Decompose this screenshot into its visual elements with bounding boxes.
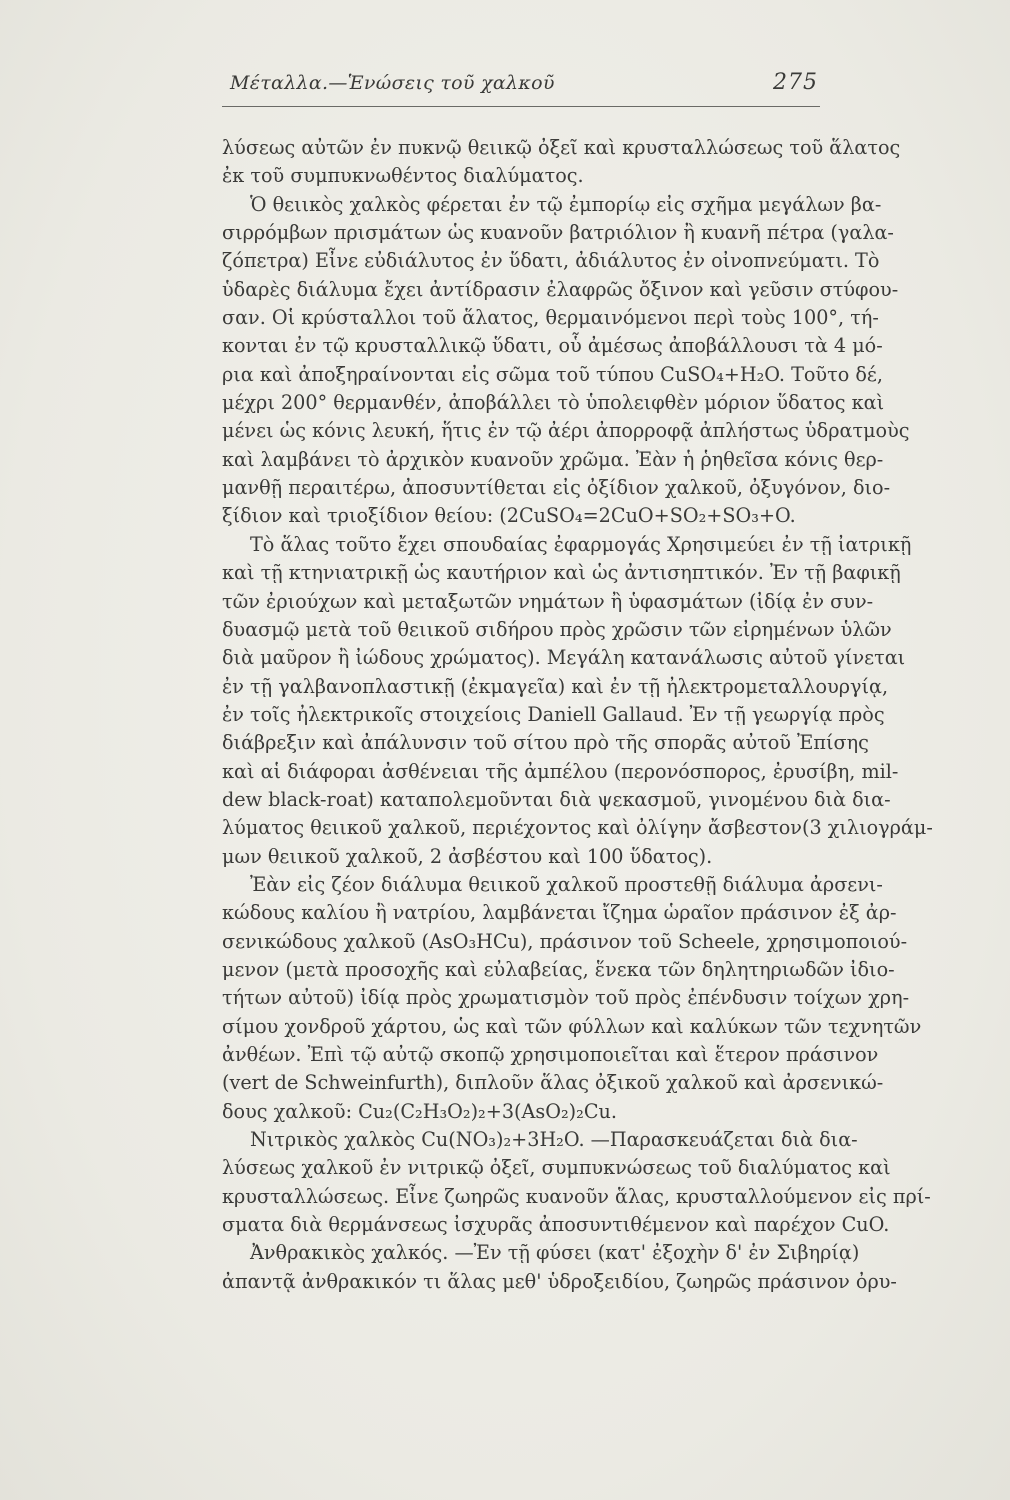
- text-line: λύσεως χαλκοῦ ἐν νιτρικῷ ὀξεῖ, συμπυκνώσεως τοῦ διαλύματος καὶ: [222, 1156, 891, 1180]
- text-line: σίμου χονδροῦ χάρτου, ὡς καὶ τῶν φύλλων καὶ καλύκων τῶν τεχνητῶν: [222, 1014, 922, 1038]
- text-line: δους χαλκοῦ: Cu₂(C₂H₃O₂)₂+3(AsO₂)₂Cu.: [222, 1099, 617, 1123]
- text-line: (vert de Schweinfurth), διπλοῦν ἅλας ὀξικοῦ χαλκοῦ καὶ ἀρσενικώ-: [222, 1071, 884, 1095]
- text-line: τῶν ἐριούχων καὶ μεταξωτῶν νημάτων ἢ ὑφασμάτων (ἰδίᾳ ἐν συν-: [222, 589, 874, 613]
- text-line: καὶ λαμβάνει τὸ ἀρχικὸν κυανοῦν χρῶμα. Ἐὰν ἡ ῥηθεῖσα κόνις θερ-: [222, 447, 884, 471]
- text-line: μανθῇ περαιτέρω, ἀποσυντίθεται εἰς ὀξίδιον χαλκοῦ, ὀξυγόνον, διο-: [222, 476, 891, 500]
- text-line: ἐν τῇ γαλβανοπλαστικῇ (ἐκμαγεῖα) καὶ ἐν τῇ ἠλεκτρομεταλλουργίᾳ,: [222, 674, 889, 698]
- text-line: ὑδαρὲς διάλυμα ἔχει ἀντίδρασιν ἐλαφρῶς ὄξινον καὶ γεῦσιν στύφου-: [222, 277, 899, 301]
- text-line: Ὁ θειικὸς χαλκὸς φέρεται ἐν τῷ ἐμπορίῳ εἰς σχῆμα μεγάλων βα-: [250, 192, 882, 216]
- text-line: λύματος θειικοῦ χαλκοῦ, περιέχοντος καὶ ὀλίγην ἄσβεστον(3 χιλιογράμ-: [222, 816, 933, 840]
- text-line: κονται ἐν τῷ κρυσταλλικῷ ὕδατι, οὗ ἀμέσως ἀποβάλλουσι τὰ 4 μό-: [222, 334, 883, 358]
- text-line: δυασμῷ μετὰ τοῦ θειικοῦ σιδήρου πρὸς χρῶσιν τῶν εἰρημένων ὑλῶν: [222, 617, 892, 641]
- text-line: κώδους καλίου ἢ νατρίου, λαμβάνεται ἴζημα ὡραῖον πράσινον ἐξ ἀρ-: [222, 901, 897, 925]
- text-line: Ἀνθρακικὸς χαλκός. —Ἐν τῇ φύσει (κατ' ἐξοχὴν δ' ἐν Σιβηρίᾳ): [250, 1241, 860, 1265]
- text-line: σαν. Οἱ κρύσταλλοι τοῦ ἅλατος, θερμαινόμενοι περὶ τοὺς 100°, τή-: [222, 306, 879, 330]
- text-line: Νιτρικὸς χαλκὸς Cu(NO₃)₂+3H₂O. —Παρασκευάζεται διὰ δια-: [250, 1128, 858, 1152]
- page-number: 275: [773, 70, 818, 95]
- text-line: μέχρι 200° θερμανθέν, ἀποβάλλει τὸ ὑπολειφθὲν μόριον ὕδατος καὶ: [222, 391, 885, 415]
- text-line: σματα διὰ θερμάνσεως ἰσχυρᾶς ἀποσυντιθέμενον καὶ παρέχον CuO.: [222, 1213, 890, 1237]
- running-head-title: Μέταλλα.—Ἑνώσεις τοῦ χαλκοῦ: [230, 72, 555, 94]
- header-rule: [222, 106, 820, 107]
- text-line: καὶ τῇ κτηνιατρικῇ ὡς καυτήριον καὶ ὡς ἀντισηπτικόν. Ἐν τῇ βαφικῇ: [222, 561, 901, 585]
- text-line: ἐκ τοῦ συμπυκνωθέντος διαλύματος.: [222, 164, 584, 188]
- text-line: κρυσταλλώσεως. Εἶνε ζωηρῶς κυανοῦν ἅλας, κρυσταλλούμενον εἰς πρί-: [222, 1184, 931, 1208]
- body-text: [222, 134, 933, 1296]
- text-line: μενον (μετὰ προσοχῆς καὶ εὐλαβείας, ἕνεκα τῶν δηλητηριωδῶν ἰδιο-: [222, 957, 895, 981]
- text-line: ρια καὶ ἀποξηραίνονται εἰς σῶμα τοῦ τύπου CuSO₄+H₂O. Τοῦτο δέ,: [222, 362, 883, 386]
- text-line: μένει ὡς κόνις λευκή, ἥτις ἐν τῷ ἀέρι ἀπορροφᾷ ἀπλήστως ὑδρατμοὺς: [222, 419, 910, 443]
- text-line: μων θειικοῦ χαλκοῦ, 2 ἀσβέστου καὶ 100 ὕδατος).: [222, 844, 713, 868]
- text-line: διάβρεξιν καὶ ἀπάλυνσιν τοῦ σίτου πρὸ τῆς σπορᾶς αὐτοῦ Ἐπίσης: [222, 731, 869, 755]
- running-head: [222, 70, 818, 100]
- text-line: ἀπαντᾷ ἀνθρακικόν τι ἅλας μεθ' ὑδροξειδίου, ζωηρῶς πράσινον ὀρυ-: [222, 1269, 897, 1293]
- text-line: dew black-roat) καταπολεμοῦνται διὰ ψεκασμοῦ, γινομένου διὰ δια-: [222, 787, 891, 811]
- text-line: λύσεως αὐτῶν ἐν πυκνῷ θειικῷ ὀξεῖ καὶ κρυσταλλώσεως τοῦ ἅλατος: [222, 136, 901, 159]
- text-line: σιρρόμβων πρισμάτων ὡς κυανοῦν βατριόλιον ἢ κυανῆ πέτρα (γαλα-: [222, 221, 894, 245]
- text-line: Ἐὰν εἰς ζέον διάλυμα θειικοῦ χαλκοῦ προστεθῇ διάλυμα ἀρσενι-: [250, 872, 883, 896]
- text-line: Τὸ ἅλας τοῦτο ἔχει σπουδαίας ἐφαρμογάς Χρησιμεύει ἐν τῇ ἰατρικῇ: [250, 532, 912, 556]
- text-line: ἀνθέων. Ἐπὶ τῷ αὐτῷ σκοπῷ χρησιμοποιεῖται καὶ ἕτερον πράσινον: [222, 1043, 879, 1066]
- text-line: ἐν τοῖς ἠλεκτρικοῖς στοιχείοις Daniell Gallaud. Ἐν τῇ γεωργίᾳ πρὸς: [222, 702, 885, 726]
- text-line: διὰ μαῦρον ἢ ἰώδους χρώματος). Μεγάλη κατανάλωσις αὐτοῦ γίνεται: [222, 646, 906, 670]
- text-line: ξίδιον καὶ τριοξίδιον θείου: (2CuSO₄=2CuO+SO₂+SO₃+O.: [222, 504, 796, 528]
- text-line: ζόπετρα) Εἶνε εὐδιάλυτος ἐν ὕδατι, ἀδιάλυτος ἐν οἰνοπνεύματι. Τὸ: [222, 249, 880, 273]
- text-line: σενικώδους χαλκοῦ (AsO₃HCu), πράσινον τοῦ Scheele, χρησιμοποιού-: [222, 929, 908, 953]
- text-line: καὶ αἱ διάφοραι ἀσθένειαι τῆς ἀμπέλου (περονόσπορος, ἐρυσίβη, mil-: [222, 759, 899, 783]
- text-line: τήτων αὐτοῦ) ἰδίᾳ πρὸς χρωματισμὸν τοῦ πρὸς ἐπένδυσιν τοίχων χρη-: [222, 986, 910, 1010]
